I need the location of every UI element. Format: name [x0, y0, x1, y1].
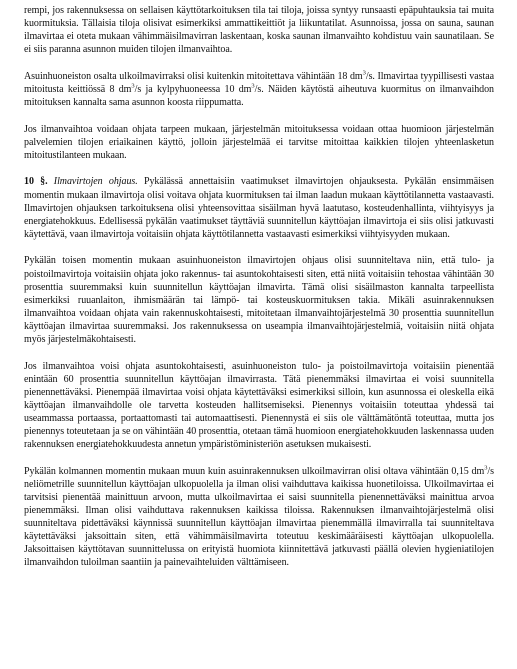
section-title: Ilmavirtojen ohjaus. — [53, 176, 138, 188]
paragraph-7 — [24, 465, 494, 570]
superscript-3: 3 — [484, 464, 488, 472]
superscript-3: 3 — [131, 82, 135, 90]
paragraph-7-text-a: Pykälän kolmannen momentin mukaan muun kuin asuinrakennuksen ulkoilmavirran olisi oltava vähintään 0,15 dm — [24, 465, 485, 477]
paragraph-2-text-b: /s. Ilmavirtaa tyypillisesti vastaa mitoitusta keittiössä 8 dm — [24, 70, 494, 95]
paragraph-5 — [24, 254, 494, 346]
superscript-3: 3 — [251, 82, 255, 90]
paragraph-2 — [24, 70, 494, 109]
paragraph-7-text-b: /s neliömetrille suunnitellun käyttöajan ulkopuolella ja ilman olisi vaihduttava kaikissa huonetiloissa. Ulkoilmavirtaa ei tarvitsisi pienentää mainittuun arvoon, mutta ulkoilmavirtaa ei saisi suunnitella pienennettäväksi mainittua arvoa pienemmäksi. Ilman olisi vaihduttava rakennuksen kaikissa tiloissa. Rakennuksen ilmanvaihtojärjestelmä olisi suunniteltava pidettäväksi käynnissä suunnitellun käyttöajan ilmavirtaa pienemmällä ilmavirralla tai suunniteltava käytettäväksi jaksoittain siten, että vähimmäisilmavirta toteutuu keskimääräisesti käyttöajan ulkopuolella. Jaksoittaisen käyttötavan suunnittelussa on erityistä huomiota kiinnitettävä jatkuvasti päällä olevien hygieniatilojen ilmanvaihdon tuloilman saantiin ja painevaihteluiden välttämiseen. — [24, 465, 494, 569]
paragraph-3 — [24, 123, 494, 162]
paragraph-6-text: Jos ilmanvaihtoa voisi ohjata asuntokohtaisesti, asuinhuoneiston tulo- ja poistoilmavirtoja voitaisiin pienentää enintään 60 prosenttia suunnitellun käyttöajan ilmavirrasta. Tätä pienemmäksi ilmavirtaa ei voisi suunnitella pienennettäväksi. Pienempää ilmavirtaa voisi ohjata käytettäväksi esimerkiksi silloin, kun asunnossa ei oleskella eikä käyttöajan ilmanvaihdolle ole tarvetta kosteuden hallitsemiseksi. Pienennys voitaisiin toteuttaa yhdessä tai useammassa portaassa, portaattomasti tai automaattisesti. Pienennystä ei siis ole välttämätöntä toteuttaa, mutta jos pienennys toteutetaan ja se on vähintään 40 prosenttia, otetaan tämä huomioon energiatehokkuuden laskennassa uuden rakennuksen energiatehokkuudesta annetun ympäristöministeriön asetuksen mukaisesti. — [24, 360, 494, 451]
paragraph-6 — [24, 360, 494, 452]
paragraph-4 — [24, 175, 494, 240]
paragraph-2-text-d: /s. Näiden käytöstä aiheutuva kuormitus on ilmanvaihdon mitoituksen kannalta sama asunnon koosta riippumatta. — [24, 83, 494, 109]
paragraph-3-text: Jos ilmanvaihtoa voidaan ohjata tarpeen mukaan, järjestelmän mitoituksessa voidaan ottaa huomioon järjestelmän palvelemien tilojen eriaikainen käyttö, jolloin järjestelmää ei tarvitse mitoittaa kaikkien tilojen yhteenlasketun mitoitustilanteen mukaan. — [24, 123, 494, 161]
paragraph-2-text-c: /s ja kylpyhuoneessa 10 dm — [134, 83, 252, 95]
paragraph-1-text: rempi, jos rakennuksessa on sellaisen käyttötarkoituksen tila tai tiloja, joissa syntyy runsaasti epäpuhtauksia tai muita kuormituksia. Tällaisia tiloja olisivat esimerkiksi ammattikeittiöt ja liikuntatilat. Asunnoissa, jossa on sauna, saunan ilmavirtaa ei oteta mukaan vähimmäisilmavirran laskentaan, koska saunan ilmanvaihto kohdistuu vain saunatilaan. Se ei siis paranna asunnon muiden tilojen ilmanvaihtoa. — [24, 5, 494, 56]
paragraph-2-text-a: Asuinhuoneiston osalta ulkoilmavirraksi olisi kuitenkin mitoitettava vähintään 18 dm — [24, 70, 363, 82]
paragraph-5-text: Pykälän toisen momentin mukaan asuinhuoneiston ilmavirtojen ohjaus olisi suunniteltava niin, että tulo- ja poistoilmavirtoja voitaisiin ohjata joko rakennus- tai asuntokohtaisesti siten, että niitä voitaisiin tehostaa vähintään 30 prosenttia suuremmaksi kuin suunnitellun käyttöajan ilmavirta. Tämä olisi sisäilmaston kannalta tarpeellista esimerkiksi ruuanlaiton, ihmismäärän tai lämpö- tai kosteuskuormituksen takia. Mikäli asuinrakennuksen ilmanvaihtoa voidaan ohjata vain rakennuskohtaisesti, mitoitetaan ilmanvaihtojärjestelmä 30 prosenttia suunnitellun käyttöajan ilmavirtaa suuremmaksi. Jos rakennuksessa on useampia ilmanvaihtojärjestelmiä, voitaisiin niitä ohjata myös järjestelmäkohtaisesti. — [24, 255, 494, 345]
section-number: 10 §. — [24, 176, 48, 188]
paragraph-4-text: Pykälässä annettaisiin vaatimukset ilmavirtojen ohjauksesta. Pykälän ensimmäisen momentin mukaan ilmavirtoja olisi voitava ohjata kuormituksen tai ilman laadun mukaan käyttötilannetta vastaavasti. Ilmavirtojen ohjauksen tarkoituksena olisi yhteensovittaa sisäilman hyvä laatutaso, kosteudenhallinta, viihtyisyys ja energiatehokkuus. Edellisessä pykälän vaatimukset täyttäviä suunnitellun käyttöajan ilmavirtoja ei siis olisi jatkuvasti käytettävä, vaan ilmavirtoja voitaisiin ohjata käyttötilannetta vastaavasti esimerkiksi viihtyisyyden mukaan. — [24, 176, 494, 240]
superscript-3: 3 — [362, 69, 366, 77]
paragraph-1 — [24, 4, 494, 56]
